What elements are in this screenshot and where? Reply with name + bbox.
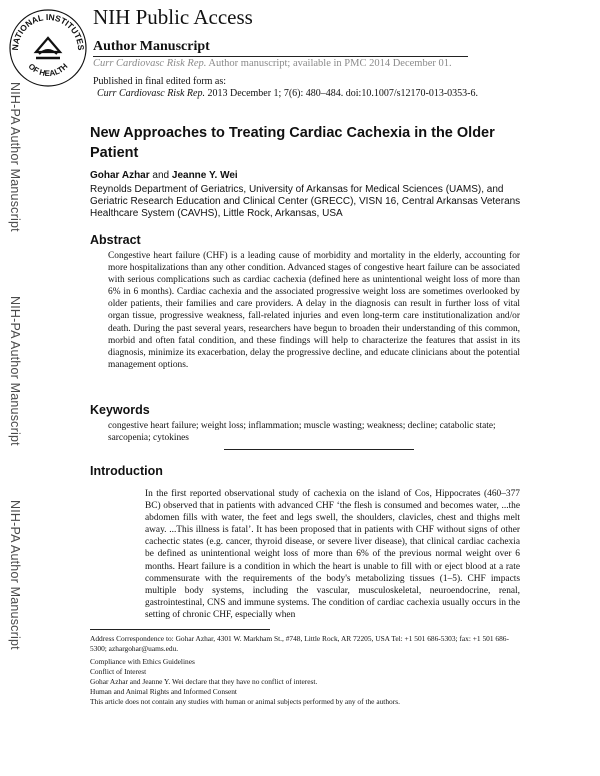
footnote-correspondence: Address Correspondence to: Gohar Azhar, 4301 W. Markham St., #748, Little Rock, AR 72205, USA Tel: +1 501 686-5303; fax: +1 501 686-5300; azhargohar@uams.edu. <box>90 634 509 653</box>
header-subtitle: Author Manuscript <box>93 39 210 54</box>
footnote-ethics-heading: Compliance with Ethics Guidelines <box>90 657 195 666</box>
footnote-human-text: This article does not contain any studies with human or animal subjects performed by any of the authors. <box>90 697 400 706</box>
author-line <box>90 170 238 181</box>
keywords-text: congestive heart failure; weight loss; inflammation; muscle wasting; weakness; decline; catabolic state; sarcopenia; cytokines <box>108 421 496 444</box>
nih-emblem-icon <box>36 38 60 58</box>
footnote-conflict-heading: Conflict of Interest <box>90 667 147 676</box>
keywords-divider <box>224 449 414 450</box>
affiliation: Reynolds Department of Geriatrics, University of Arkansas for Medical Sciences (UAMS), and Geriatric Research Education and Clinical Center (GRECC), VISN 16, Central Arkansas Veterans Healthcare System (CAVHS), Little Rock, Arkansas, USA <box>90 184 521 219</box>
abstract-heading: Abstract <box>90 233 141 247</box>
header-divider <box>93 56 468 57</box>
footnote-human-heading: Human and Animal Rights and Informed Consent <box>90 687 237 696</box>
header-journal-note: Author manuscript; available in PMC 2014 December 01. <box>206 58 452 69</box>
keywords-heading: Keywords <box>90 403 150 417</box>
author-conjunction: and <box>149 170 172 181</box>
introduction-body <box>145 488 520 621</box>
logo-text-top: NATIONAL INSTITUTES <box>9 11 87 51</box>
header-journal-abbrev: Curr Cardiovasc Risk Rep. <box>93 58 207 69</box>
introduction-heading: Introduction <box>90 464 163 478</box>
footnotes <box>90 634 520 707</box>
citation-journal: Curr Cardiovasc Risk Rep. <box>97 88 205 99</box>
introduction-text: In the first reported observational study of cachexia on the island of Cos, Hippocrates (460–377 BC) observed that in patients with advanced CHF ‘the flesh is consumed and becomes water, ...the abdomen fills with water, the feet and legs swell, the shoulders, clavicles, chest and thighs melt away. ...This illness is fatal’. It has been proposed that in patients with CHF without signs of other cachectic states (e.g. cancer, thyroid disease, or severe liver disease), that clinical cardiac cachexia be defined as unintentional weight loss of more than 6% of the previous normal weight over 6 months. Heart failure is a condition in which the heart is unable to fill with or eject blood at a rate commensurate with the requirements of the body's metabolizing tissues (1–5). CHF impacts multiple body systems, including the vascular, musculoskeletal, neuroendocrine, renal, gastrointestinal, CNS and immune systems. The condition of cardiac cachexia usually occurs in the setting of chronic CHF, especially when <box>145 489 520 620</box>
sidebar-label-1: NIH-PA Author Manuscript <box>8 82 22 232</box>
header-journal-line <box>93 58 452 69</box>
published-label: Published in final edited form as: <box>93 76 227 87</box>
svg-text:OF HEALTH <box>27 62 70 78</box>
article-title: New Approaches to Treating Cardiac Cachexia in the Older Patient <box>90 125 495 161</box>
logo-text-bottom: OF HEALTH <box>26 61 70 79</box>
svg-text:NATIONAL INSTITUTES <box>10 12 86 51</box>
header-title: NIH Public Access <box>93 5 253 29</box>
author-2: Jeanne Y. Wei <box>171 170 238 181</box>
citation <box>97 88 478 100</box>
footnote-conflict-text: Gohar Azhar and Jeanne Y. Wei declare that they have no conflict of interest. <box>90 677 318 686</box>
nih-logo <box>6 4 90 88</box>
author-1: Gohar Azhar <box>90 170 150 181</box>
sidebar-label-2: NIH-PA Author Manuscript <box>8 296 22 446</box>
abstract-text: Congestive heart failure (CHF) is a leading cause of morbidity and mortality in the elderly, accounting for more hospitalizations than any other condition. Advanced stages of congestive heart failure can be associated with serious complications such as cardiac cachexia (defined here as unintentional weight loss of more than 6% in 6 months). Cardiac cachexia and the associated progressive weight loss are sometimes overlooked by older patients, their families and care providers. A delay in the diagnosis can result in further loss of vital organ tissue, progressive weakness, fall-related injuries and even long-term care institutionalization and/or death. During the past several years, researchers have begun to broaden their understanding of this common, morbid and often fatal condition, and these findings will help to characterize the features that assist in its diagnosis, minimize its exacerbation, delay the progressive decline, and educate clinicians about the potential management options. <box>108 251 520 370</box>
citation-details: 2013 December 1; 7(6): 480–484. doi:10.1007/s12170-013-0353-6. <box>204 88 478 99</box>
footnote-divider <box>90 629 270 630</box>
sidebar-label-3: NIH-PA Author Manuscript <box>8 500 22 650</box>
abstract-body <box>108 250 520 371</box>
